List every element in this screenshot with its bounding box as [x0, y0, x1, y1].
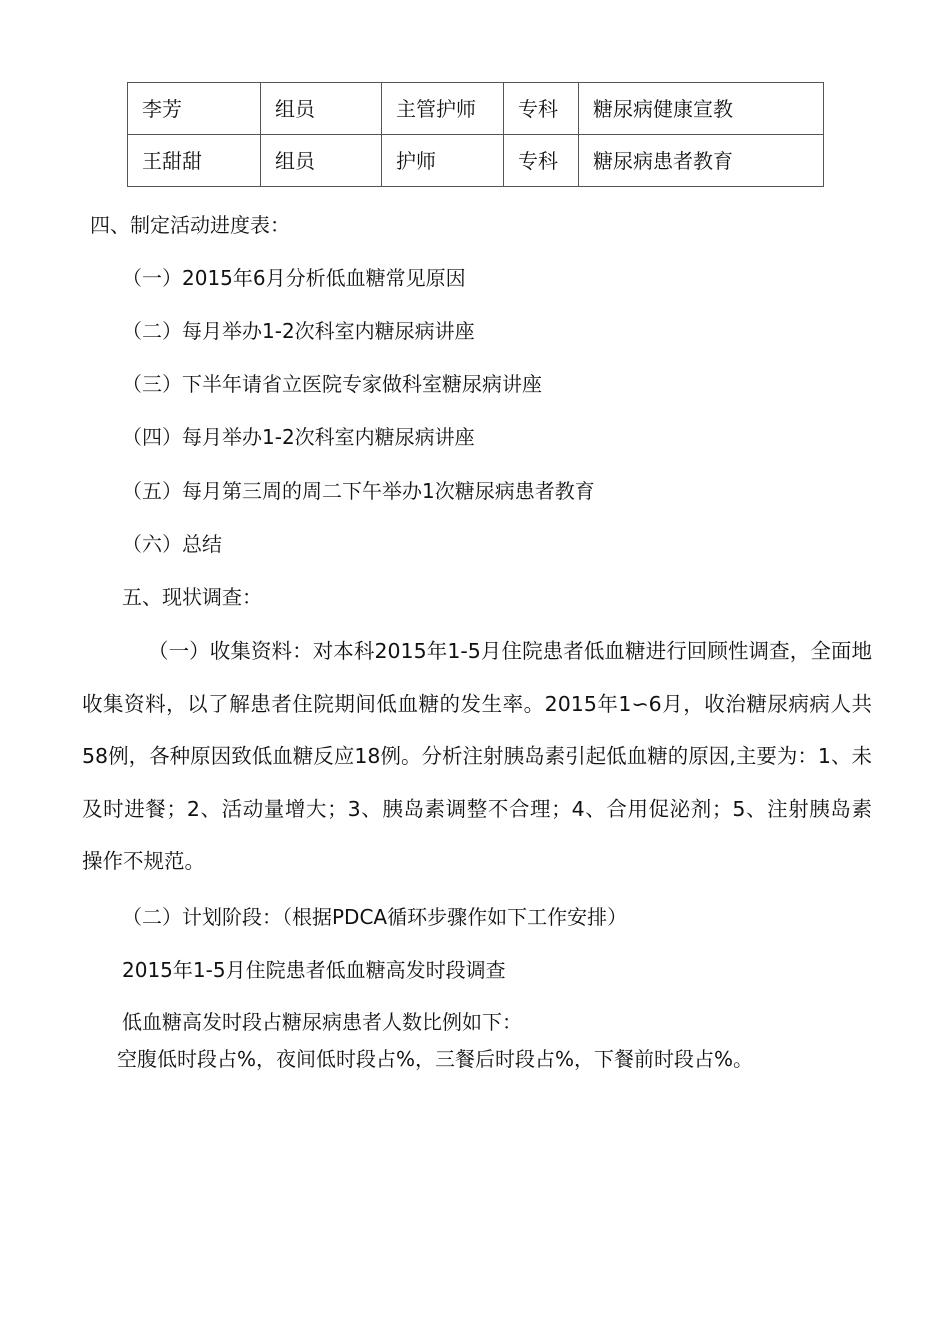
schedule-item: （一）2015年6月分析低血糖常见原因 [122, 266, 466, 290]
table-cell: 糖尿病患者教育 [579, 135, 824, 187]
table-cell: 组员 [261, 83, 382, 135]
schedule-item: （三）下半年请省立医院专家做科室糖尿病讲座 [122, 372, 542, 396]
table-cell: 专科 [504, 83, 579, 135]
ratio-intro: 低血糖高发时段占糖尿病患者人数比例如下： [122, 1010, 522, 1034]
table-row [128, 83, 824, 135]
table-row [128, 135, 824, 187]
plan-stage-line: （二）计划阶段：（根据PDCA循环步骤作如下工作安排） [122, 905, 628, 929]
section5-heading: 五、现状调查： [122, 585, 262, 609]
member-table [127, 82, 824, 187]
schedule-item: （四）每月举办1-2次科室内糖尿病讲座 [122, 425, 475, 449]
table-cell: 糖尿病健康宣教 [579, 83, 824, 135]
table-cell: 专科 [504, 135, 579, 187]
data-collection-paragraph: （一）收集资料：对本科2015年1-5月住院患者低血糖进行回顾性调查，全面地收集资料，以了解患者住院期间低血糖的发生率。2015年1∽6月，收治糖尿病病人共58例，各种原因致低血糖反应18例。分析注射胰岛素引起低血糖的原因,主要为：1、未及时进餐；2、活动量增大；3、胰岛素调整不合理；4、合用促泌剂；5、注射胰岛素操作不规范。 [82, 639, 872, 873]
table-cell: 李芳 [128, 83, 261, 135]
table-cell: 组员 [261, 135, 382, 187]
schedule-item: （二）每月举办1-2次科室内糖尿病讲座 [122, 319, 475, 343]
schedule-item: （五）每月第三周的周二下午举办1次糖尿病患者教育 [122, 479, 595, 503]
survey-title: 2015年1-5月住院患者低血糖高发时段调查 [122, 958, 506, 982]
table-cell: 王甜甜 [128, 135, 261, 187]
ratio-line: 空腹低时段占%，夜间低时段占%，三餐后时段占%，下餐前时段占%。 [117, 1047, 754, 1071]
section4-heading: 四、制定活动进度表： [90, 213, 290, 237]
table-cell: 护师 [382, 135, 504, 187]
schedule-item: （六）总结 [122, 532, 222, 556]
table-cell: 主管护师 [382, 83, 504, 135]
